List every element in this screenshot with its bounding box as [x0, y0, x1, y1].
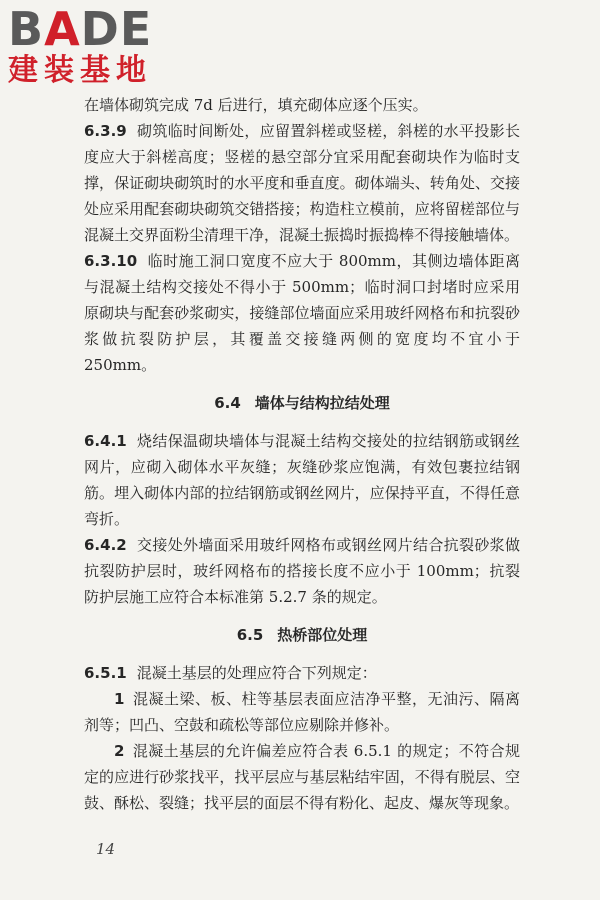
clause-6-3-10 [84, 248, 520, 378]
section-title: 热桥部位处理 [277, 626, 368, 644]
clause-text: 砌筑临时间断处，应留置斜槎或竖槎，斜槎的水平投影长度应大于斜槎高度；竖槎的悬空部分宜采用配套砌块作为临时支撑，保证砌块砌筑时的水平度和垂直度。砌体端头、转角处、交接处应采用配套砌块砌筑交错搭接；构造柱立模前，应将留槎部位与混凝土交界面粉尘清理干净，混凝土振捣时振捣棒不得接触墙体。 [84, 122, 520, 244]
list-item-1 [84, 686, 520, 738]
item-number: 1 [114, 690, 125, 708]
section-number: 6.4 [214, 394, 241, 412]
clause-text: 混凝土基层的处理应符合下列规定： [136, 664, 377, 682]
item-number: 2 [114, 742, 125, 760]
section-heading-6-4 [84, 390, 520, 416]
list-item-2 [84, 738, 520, 816]
logo-letter-b: B [8, 2, 45, 56]
section-title: 墙体与结构拉结处理 [254, 394, 390, 412]
clause-6-4-1 [84, 428, 520, 532]
clause-number: 6.3.10 [84, 252, 138, 270]
logo-wordmark [8, 4, 178, 54]
page-number: 14 [96, 840, 116, 858]
clause-number: 6.4.2 [84, 536, 127, 554]
clause-text: 交接处外墙面采用玻纤网格布或钢丝网片结合抗裂砂浆做抗裂防护层时，玻纤网格布的搭接长度不应小于 100mm；抗裂防护层施工应符合本标准第 5.2.7 条的规定。 [84, 536, 520, 606]
clause-text: 临时施工洞口宽度不应大于 800mm，其侧边墙体距离与混凝土结构交接处不得小于 500mm；临时洞口封堵时应采用原砌块与配套砂浆砌实，接缝部位墙面应采用玻纤网格布和抗裂砂浆做抗裂防护层，其覆盖交接缝两侧的宽度均不宜小于 250mm。 [84, 252, 520, 374]
section-number: 6.5 [236, 626, 264, 644]
item-text: 混凝土基层的允许偏差应符合表 6.5.1 的规定；不符合规定的应进行砂浆找平，找平层应与基层粘结牢固，不得有脱层、空鼓、酥松、裂缝；找平层的面层不得有粉化、起皮、爆灰等现象。 [84, 742, 520, 812]
clause-number: 6.4.1 [84, 432, 127, 450]
section-heading-6-5 [84, 622, 520, 648]
logo-letter-a: A [44, 2, 81, 56]
clause-6-4-2 [84, 532, 520, 610]
logo-letters-de: DE [80, 2, 153, 56]
item-text: 混凝土梁、板、柱等基层表面应洁净平整，无油污、隔离剂等；凹凸、空鼓和疏松等部位应剔除并修补。 [84, 690, 520, 734]
clause-6-3-9 [84, 118, 520, 248]
clause-number: 6.5.1 [84, 664, 127, 682]
continued-paragraph: 在墙体砌筑完成 7d 后进行，填充砌体应逐个压实。 [84, 96, 428, 114]
logo-subtitle: 建装基地 [8, 53, 152, 88]
clause-6-5-1 [84, 660, 520, 686]
bade-logo [8, 4, 178, 92]
clause-text: 烧结保温砌块墙体与混凝土结构交接处的拉结钢筋或钢丝网片，应砌入砌体水平灰缝；灰缝砂浆应饱满，有效包裹拉结钢筋。埋入砌体内部的拉结钢筋或钢丝网片，应保持平直，不得任意弯折。 [84, 432, 520, 528]
clause-number: 6.3.9 [84, 122, 127, 140]
document-body [84, 92, 520, 816]
